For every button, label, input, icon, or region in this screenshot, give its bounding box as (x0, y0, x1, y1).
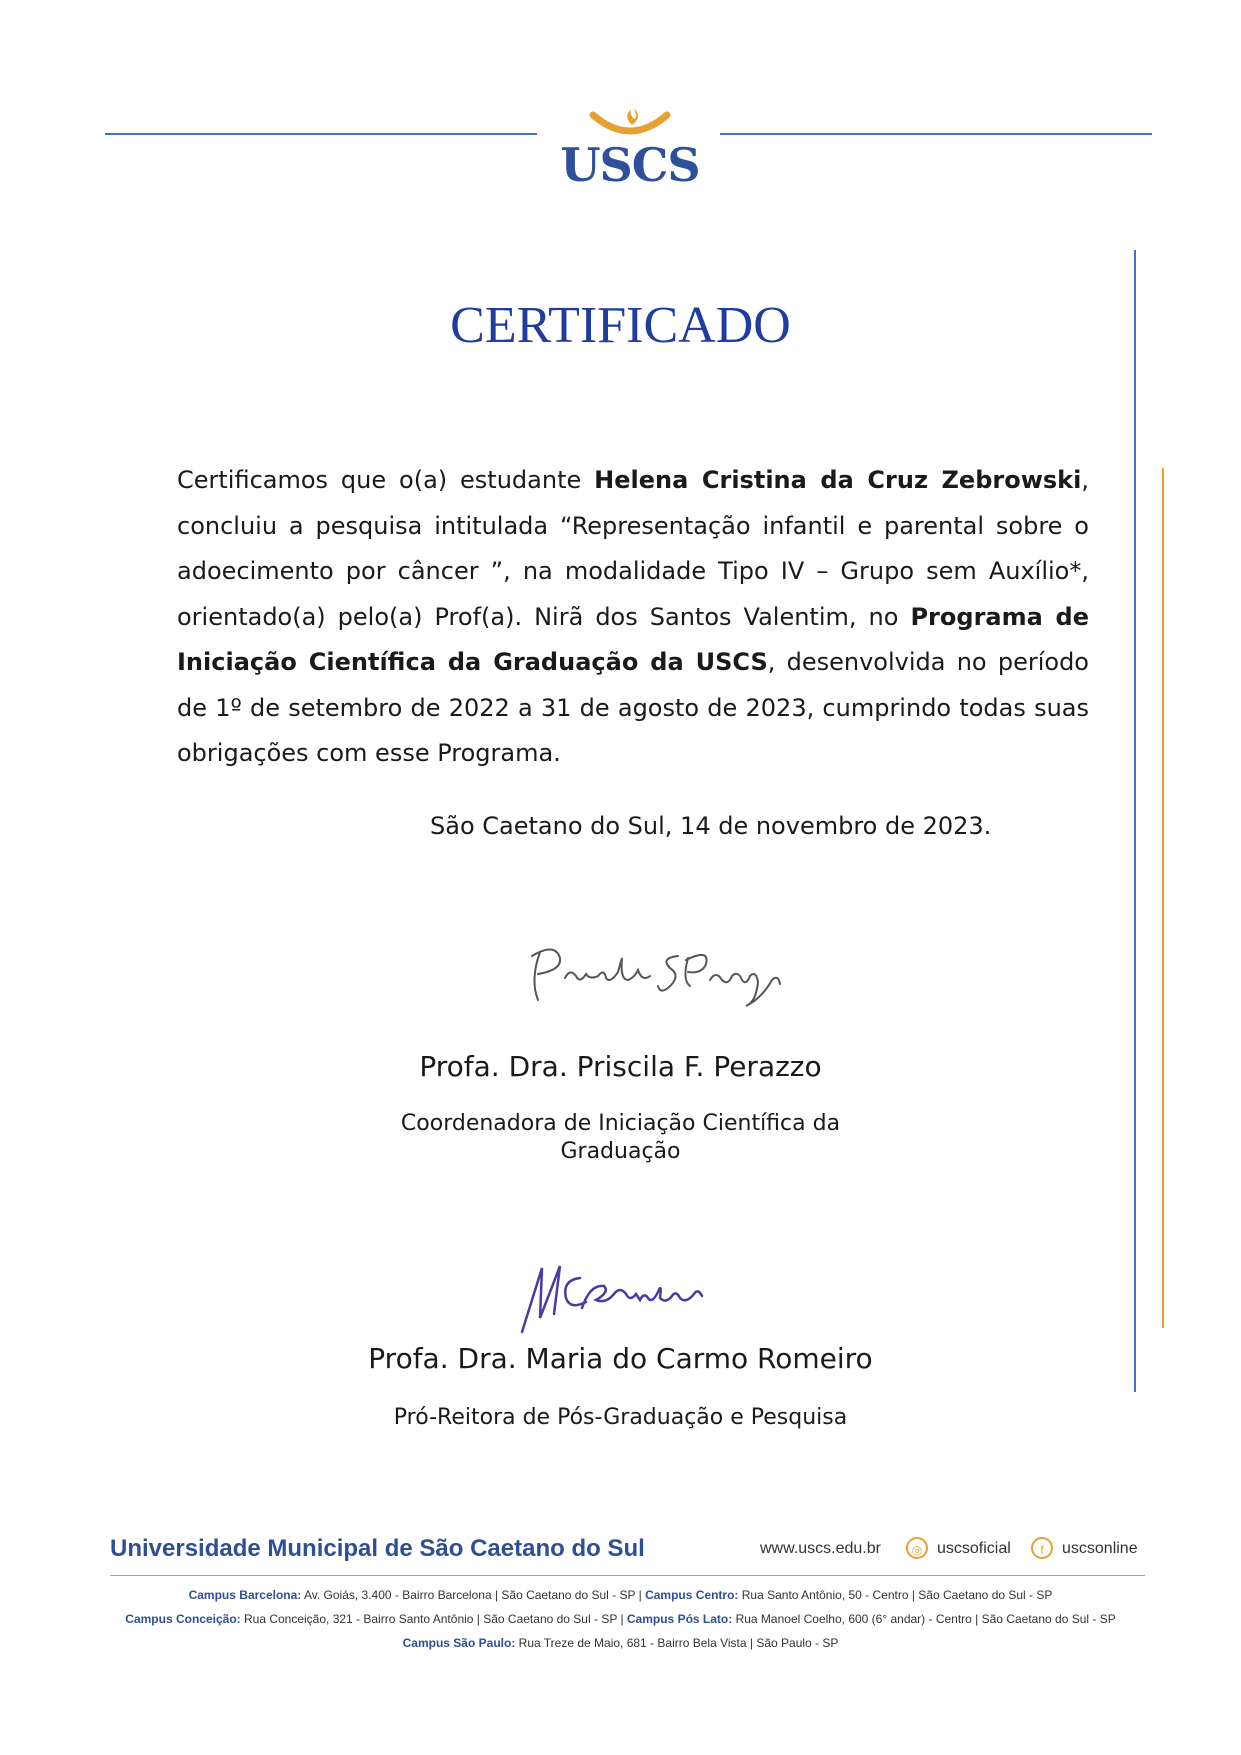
side-rule-orange (1162, 468, 1164, 1328)
header-rule-left (105, 133, 537, 135)
signatory-2-name: Profa. Dra. Maria do Carmo Romeiro (368, 1342, 873, 1375)
place-date: São Caetano do Sul, 14 de novembro de 2023. (430, 812, 992, 840)
body-text-part-3: , desenvolvida no período de 1º de setembro de 2022 a 31 de agosto de 2023, cumprindo todas suas obrigações com esse Programa. (177, 648, 1089, 767)
footer-address-line-3 (0, 1636, 1241, 1650)
campus-address: Rua Santo Antônio, 50 - Centro | São Caetano do Sul - SP (738, 1588, 1053, 1602)
student-name: Helena Cristina da Cruz Zebrowski (594, 466, 1082, 494)
signatory-1-name: Profa. Dra. Priscila F. Perazzo (419, 1050, 822, 1083)
campus-address: Rua Manoel Coelho, 600 (6° andar) - Centro | São Caetano do Sul - SP (732, 1612, 1116, 1626)
instagram-icon[interactable]: ◎ (906, 1537, 928, 1559)
campus-address: Rua Treze de Maio, 681 - Bairro Bela Vista | São Paulo - SP (515, 1636, 839, 1650)
campus-label: Campus Barcelona: (188, 1588, 302, 1602)
signature-perazzo (510, 940, 800, 1015)
certificate-body (177, 458, 1089, 777)
footer-address-line-1 (0, 1588, 1241, 1602)
footer-university-name: Universidade Municipal de São Caetano do Sul (110, 1535, 645, 1562)
side-rule-blue (1134, 250, 1136, 1392)
body-text-part-2: , concluiu a pesquisa intitulada “Representação infantil e parental sobre o adoecimento por câncer ”, na modalidade Tipo IV – Grupo sem Auxílio*, orientado(a) pelo(a) Prof(a). Nirã dos Santos Valentim, no (177, 466, 1089, 631)
campus-label: Campus São Paulo: (402, 1636, 516, 1650)
footer-facebook-handle[interactable]: uscsonline (1062, 1540, 1138, 1557)
header-rule-right (720, 133, 1152, 135)
footer-divider (110, 1575, 1145, 1576)
signatory-1-role-continued: Graduação (560, 1139, 681, 1164)
program-name: Programa de Iniciação Científica da Graduação da USCS (177, 602, 1090, 676)
signatory-2-role: Pró-Reitora de Pós-Graduação e Pesquisa (393, 1405, 848, 1430)
campus-address: Av. Goiás, 3.400 - Bairro Barcelona | São Caetano do Sul - SP | (301, 1588, 646, 1602)
campus-label: Campus Centro: (645, 1588, 739, 1602)
campus-address: Rua Conceição, 321 - Bairro Santo Antônio | São Caetano do Sul - SP | (240, 1612, 627, 1626)
certificate-title: CERTIFICADO (450, 297, 791, 354)
facebook-icon[interactable]: f (1031, 1537, 1053, 1559)
body-text-part-1: Certificamos que o(a) estudante (177, 466, 595, 494)
signature-romeiro (510, 1258, 720, 1338)
uscs-logo: USCS (560, 138, 700, 192)
campus-label: Campus Conceição: (125, 1612, 241, 1626)
footer-instagram-handle[interactable]: uscsoficial (937, 1540, 1011, 1557)
campus-label: Campus Pós Lato: (626, 1612, 733, 1626)
footer-website-link[interactable]: www.uscs.edu.br (760, 1540, 881, 1557)
signatory-1-role: Coordenadora de Iniciação Científica da (400, 1111, 841, 1136)
footer-address-line-2 (0, 1612, 1241, 1626)
